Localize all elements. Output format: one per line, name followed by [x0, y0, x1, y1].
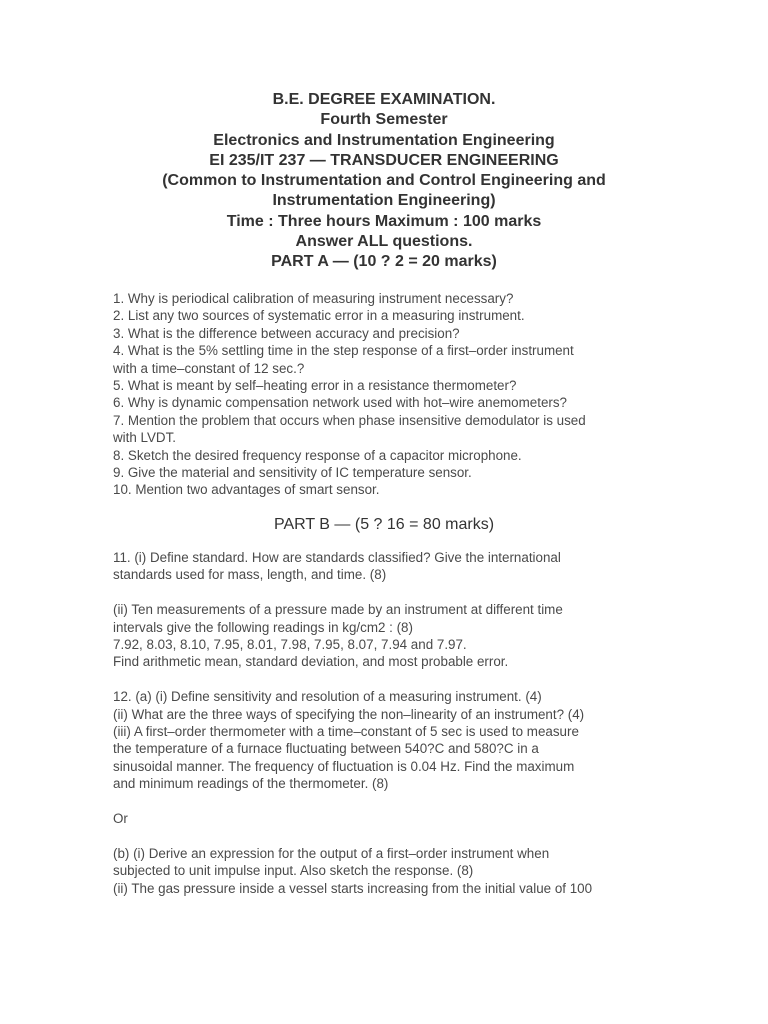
paragraph-gap	[113, 827, 658, 844]
q12-b-line-1: (b) (i) Derive an expression for the output of a first–order instrument when	[113, 845, 550, 861]
part-b-heading: PART B — (5 ? 16 = 80 marks)	[273, 516, 495, 533]
q12-a-line-5: sinusoidal manner. The frequency of fluctuation is 0.04 Hz. Find the maximum	[113, 758, 575, 774]
part-b-questions	[113, 549, 658, 897]
paragraph-gap	[113, 671, 658, 688]
part-a-question-2: 2. List any two sources of systematic error in a measuring instrument.	[113, 308, 525, 324]
common-to-line-1: (Common to Instrumentation and Control Engineering and	[162, 172, 606, 190]
part-a-heading: PART A — (10 ? 2 = 20 marks)	[271, 253, 497, 271]
q11-ii-line-2: intervals give the following readings in kg/cm2 : (8)	[113, 619, 413, 635]
part-a-question-7-cont: with LVDT.	[113, 430, 177, 446]
instructions-line: Answer ALL questions.	[295, 233, 473, 251]
part-a-question-7: 7. Mention the problem that occurs when phase insensitive demodulator is used	[113, 412, 586, 428]
part-a-question-4: 4. What is the 5% settling time in the step response of a first–order instrument	[113, 343, 574, 359]
exam-title: B.E. DEGREE EXAMINATION.	[272, 91, 496, 108]
or-separator: Or	[113, 811, 128, 827]
course-code-line: EI 235/IT 237 — TRANSDUCER ENGINEERING	[209, 151, 559, 169]
q11-ii-line-4: Find arithmetic mean, standard deviation, and most probable error.	[113, 654, 509, 670]
part-a-questions	[113, 290, 658, 499]
department-line: Electronics and Instrumentation Engineering	[213, 131, 555, 149]
paragraph-gap	[113, 793, 658, 810]
q12-b-line-3: (ii) The gas pressure inside a vessel starts increasing from the initial value of 100	[113, 880, 593, 896]
q11-ii-readings: 7.92, 8.03, 8.10, 7.95, 8.01, 7.98, 7.95, 8.07, 7.94 and 7.97.	[113, 637, 467, 653]
part-a-question-8: 8. Sketch the desired frequency response of a capacitor microphone.	[113, 447, 522, 463]
q12-a-line-6: and minimum readings of the thermometer. (8)	[113, 776, 389, 792]
part-a-question-1: 1. Why is periodical calibration of measuring instrument necessary?	[113, 291, 514, 306]
part-a-question-9: 9. Give the material and sensitivity of IC temperature sensor.	[113, 465, 472, 481]
q11-i-line-1: 11. (i) Define standard. How are standards classified? Give the international	[113, 550, 561, 565]
q11-i-line-2: standards used for mass, length, and time. (8)	[113, 567, 387, 583]
part-a-question-4-cont: with a time–constant of 12 sec.?	[113, 360, 305, 376]
q12-a-line-2: (ii) What are the three ways of specifying the non–linearity of an instrument? (4)	[113, 706, 585, 722]
exam-header	[0, 90, 768, 273]
paragraph-gap	[113, 584, 658, 601]
time-marks-line: Time : Three hours Maximum : 100 marks	[226, 212, 542, 230]
q11-ii-line-1: (ii) Ten measurements of a pressure made by an instrument at different time	[113, 602, 563, 618]
q12-a-line-1: 12. (a) (i) Define sensitivity and resolution of a measuring instrument. (4)	[113, 689, 542, 705]
q12-b-line-2: subjected to unit impulse input. Also sketch the response. (8)	[113, 863, 474, 879]
q12-a-line-3: (iii) A first–order thermometer with a time–constant of 5 sec is used to measure	[113, 724, 579, 740]
part-a-question-5: 5. What is meant by self–heating error in a resistance thermometer?	[113, 378, 517, 394]
semester-line: Fourth Semester	[320, 111, 448, 129]
q12-a-line-4: the temperature of a furnace fluctuating between 540?C and 580?C in a	[113, 741, 539, 757]
common-to-line-2: Instrumentation Engineering)	[272, 192, 496, 210]
part-a-question-10: 10. Mention two advantages of smart sensor.	[113, 482, 380, 498]
part-a-question-6: 6. Why is dynamic compensation network used with hot–wire anemometers?	[113, 395, 568, 411]
part-a-question-3: 3. What is the difference between accuracy and precision?	[113, 325, 460, 341]
